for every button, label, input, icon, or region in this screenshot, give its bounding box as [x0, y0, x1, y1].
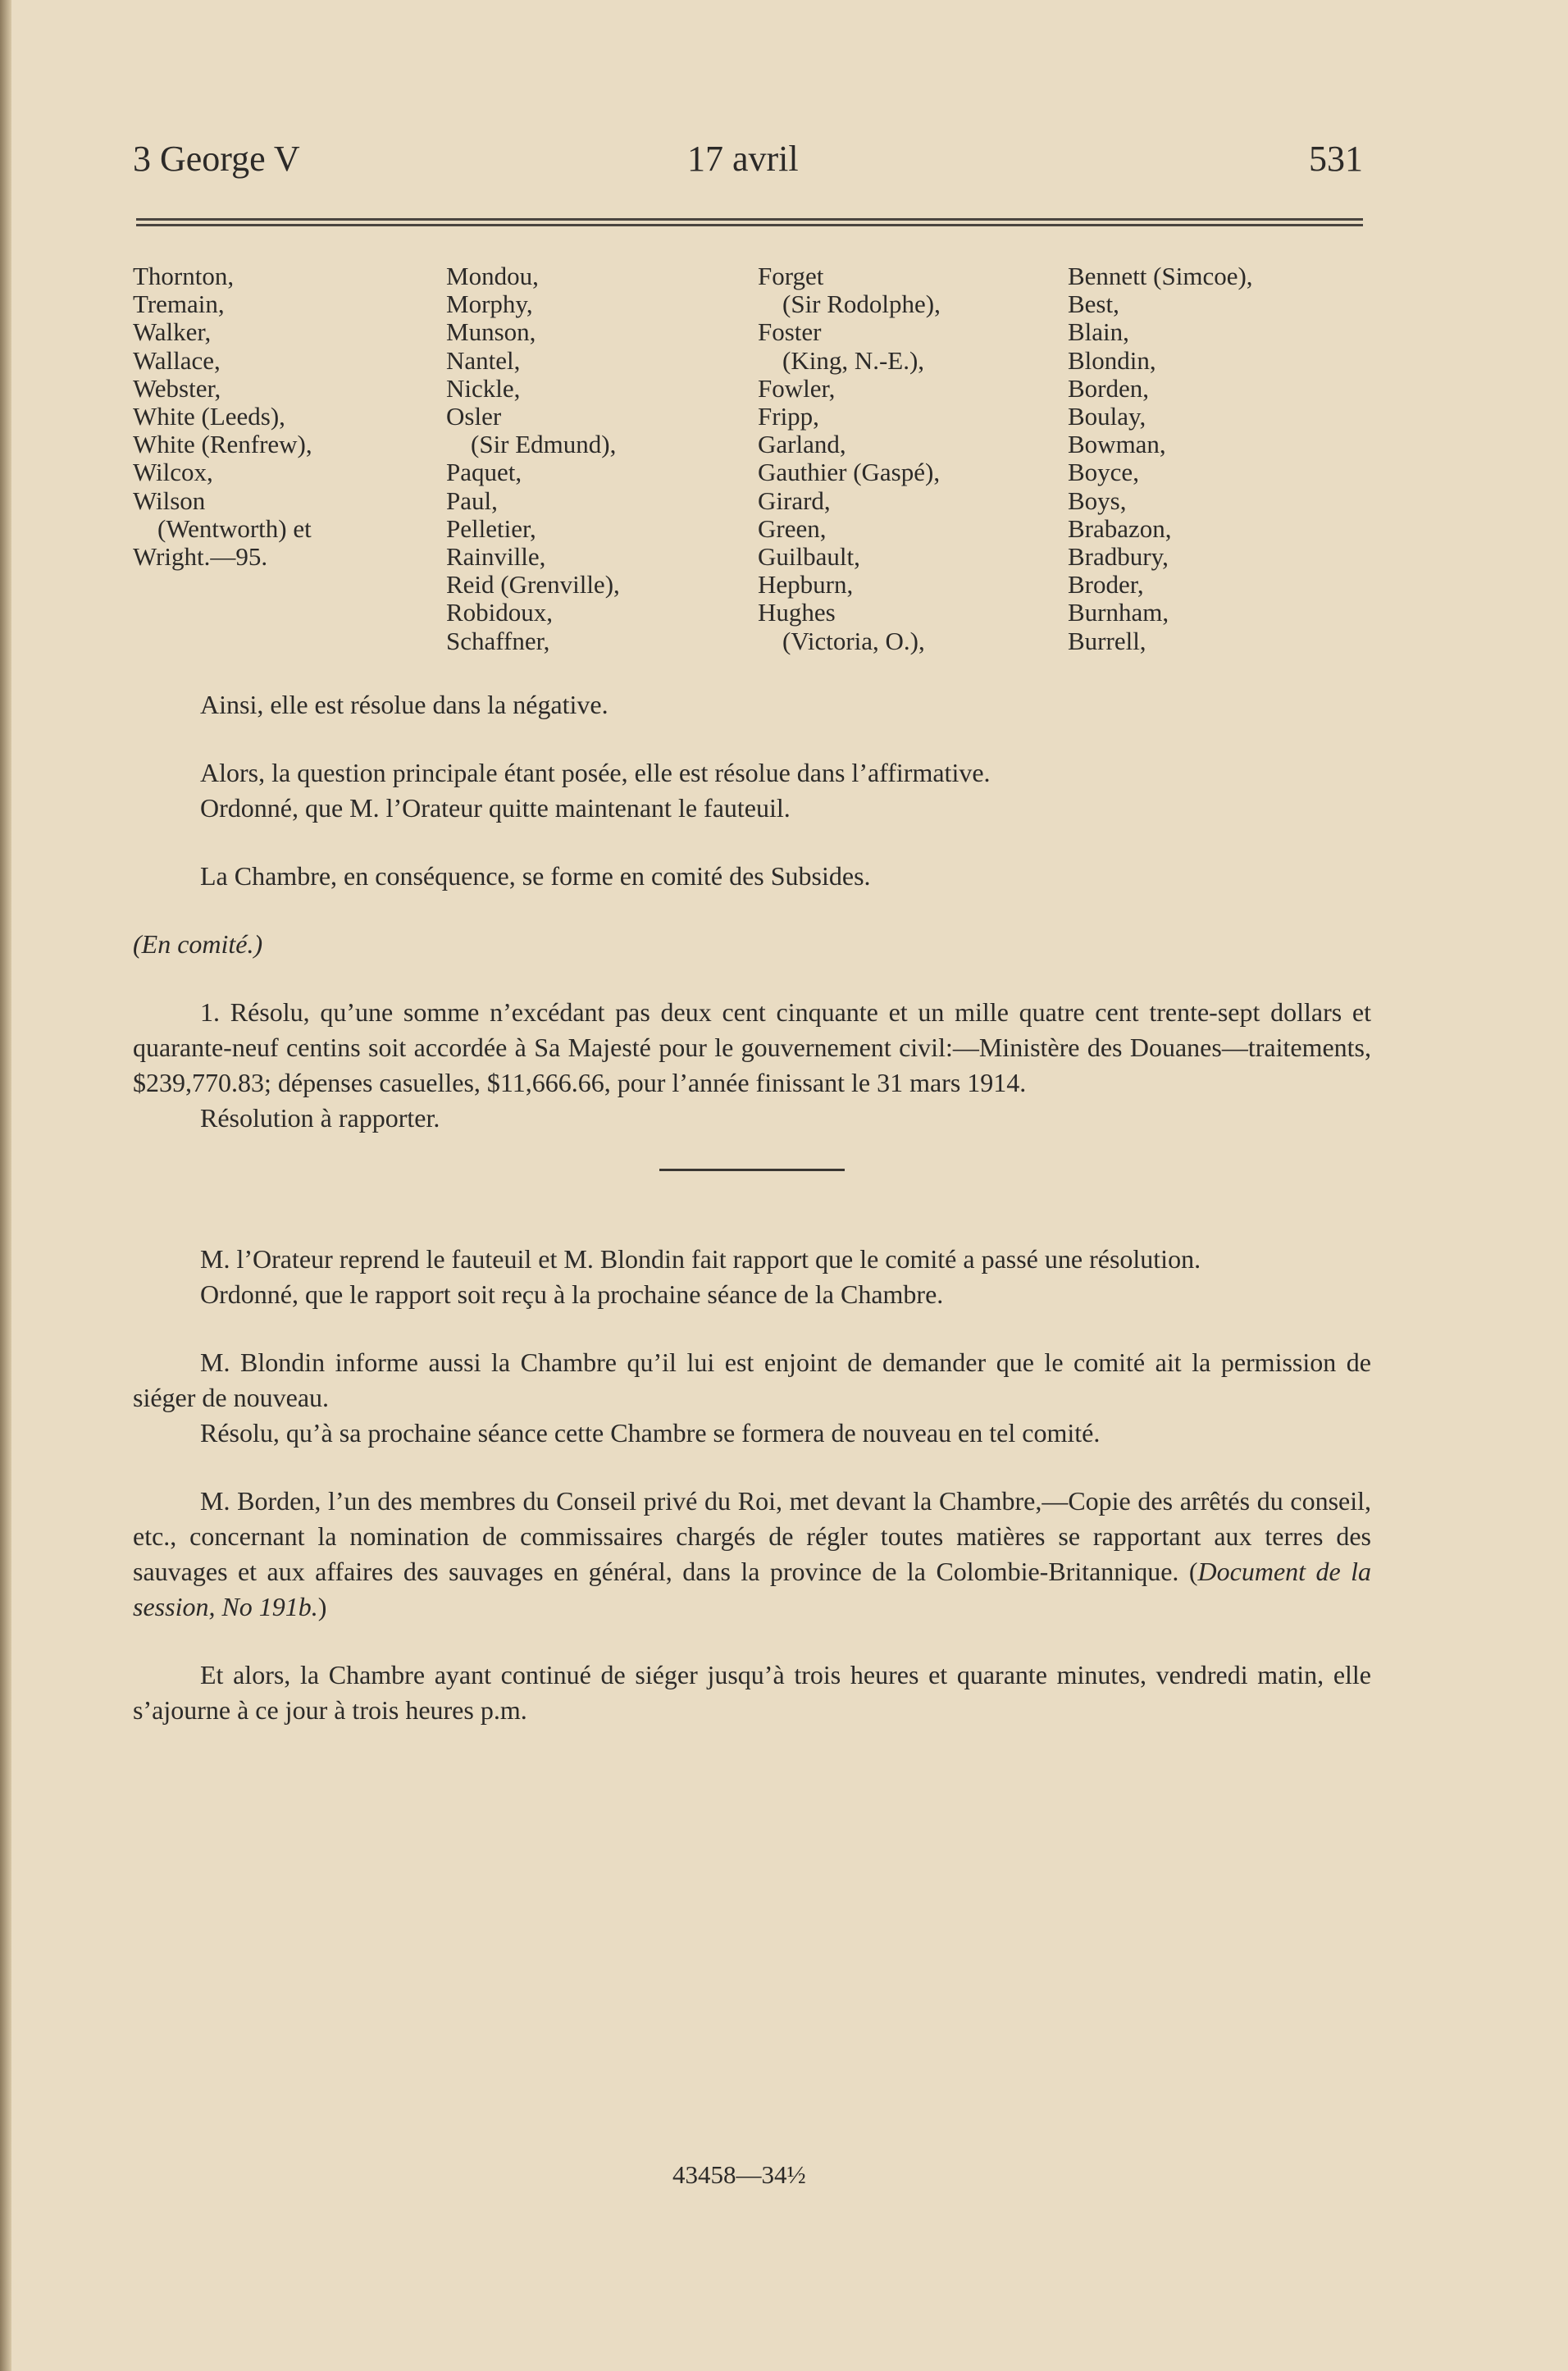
paragraph-resolution-1: 1. Résolu, qu’une somme n’excédant pas deux cent cinquante et un mille quatre cent trente-sept dollars et quarante-neuf centins soit accordée à Sa Majesté pour le gouvernement civil:—Ministère des Douanes—traitements, $239,770.83; dépenses casuelles, $11,666.66, pour l’année finissant le 31 mars 1914.: [133, 997, 1371, 1097]
name-entry: Best,: [1068, 290, 1119, 319]
paragraph-adjournment: Et alors, la Chambre ayant continué de siéger jusqu’à trois heures et quarante minutes, vendredi matin, elle s’ajourne à ce jour à trois heures p.m.: [133, 1660, 1371, 1725]
name-entry: Brabazon,: [1068, 513, 1172, 543]
name-entry: (Victoria, O.),: [782, 626, 925, 655]
header-regnal-year: 3 George V: [133, 139, 300, 179]
name-entry: Pelletier,: [446, 513, 536, 543]
name-entry: Tremain,: [133, 290, 225, 319]
name-entry: Bowman,: [1068, 430, 1166, 459]
name-entry: Bradbury,: [1068, 542, 1169, 572]
paragraph-order-report: Ordonné, que le rapport soit reçu à la prochaine séance de la Chambre.: [200, 1279, 944, 1309]
name-entry: (Wentworth) et: [157, 513, 312, 543]
name-entry: (Sir Rodolphe),: [782, 290, 941, 319]
name-entry: Nantel,: [446, 345, 521, 375]
name-entry: Hepburn,: [758, 570, 854, 600]
name-entry: Wright.—95.: [133, 542, 268, 572]
name-entry: Blondin,: [1068, 345, 1156, 375]
name-entry: Robidoux,: [446, 598, 554, 627]
name-entry: Webster,: [133, 373, 221, 403]
names-column-2: [446, 262, 620, 655]
name-entry: (King, N.-E.),: [782, 345, 925, 375]
name-entry: Fripp,: [758, 402, 819, 431]
name-entry: Wilcox,: [133, 458, 213, 487]
body-text: [133, 687, 1371, 1728]
paragraph-borden-document: [133, 1484, 1371, 1625]
name-entry: Thornton,: [133, 262, 235, 290]
paragraph-blondin-request: M. Blondin informe aussi la Chambre qu’il lui est enjoint de demander que le comité ait la permission de siéger de nouveau.: [133, 1347, 1371, 1412]
name-entry: White (Renfrew),: [133, 430, 312, 459]
name-entry: Wallace,: [133, 345, 221, 375]
name-entry: Girard,: [758, 486, 831, 515]
name-entry: Green,: [758, 513, 827, 543]
name-entry: Rainville,: [446, 542, 546, 572]
name-entry: Boyce,: [1068, 458, 1139, 487]
name-entry: Burnham,: [1068, 598, 1169, 627]
name-entry: Nickle,: [446, 373, 521, 403]
name-entry: Fowler,: [758, 373, 836, 403]
name-entry: Gauthier (Gaspé),: [758, 458, 941, 487]
page-header: [133, 138, 1363, 187]
name-entry: Forget: [758, 262, 824, 290]
names-column-3: [758, 262, 941, 655]
closing-paren: ): [317, 1592, 327, 1621]
name-entry: Hughes: [758, 598, 836, 627]
name-entry: Reid (Grenville),: [446, 570, 620, 600]
name-entry: Morphy,: [446, 290, 533, 319]
vote-names-list: [0, 262, 1568, 673]
section-separator: [659, 1169, 845, 1171]
name-entry: Borden,: [1068, 373, 1150, 403]
paragraph-report-resolution: Résolution à rapporter.: [200, 1103, 440, 1133]
paragraph-resolved-committee: Résolu, qu’à sa prochaine séance cette Chambre se formera de nouveau en tel comité.: [200, 1418, 1101, 1448]
paragraph-chair-resumed: M. l’Orateur reprend le fauteuil et M. Blondin fait rapport que le comité a passé une résolution.: [200, 1244, 1201, 1274]
paragraph-negative: Ainsi, elle est résolue dans la négative.: [200, 690, 609, 719]
name-entry: Schaffner,: [446, 626, 550, 655]
name-entry: Paul,: [446, 486, 498, 515]
name-entry: Paquet,: [446, 458, 522, 487]
name-entry: White (Leeds),: [133, 402, 285, 431]
paragraph-order-chair: Ordonné, que M. l’Orateur quitte maintenant le fauteuil.: [200, 793, 791, 823]
name-entry: Mondou,: [446, 262, 539, 290]
header-double-rule: [136, 218, 1363, 226]
name-entry: Foster: [758, 317, 822, 347]
name-entry: Boulay,: [1068, 402, 1146, 431]
name-entry: Walker,: [133, 317, 212, 347]
paragraph-committee: La Chambre, en conséquence, se forme en comité des Subsides.: [200, 861, 871, 891]
names-column-4: [1068, 262, 1253, 655]
name-entry: Blain,: [1068, 317, 1129, 347]
name-entry: Munson,: [446, 317, 536, 347]
printer-signature: 43458—34½: [672, 2160, 806, 2189]
page-number: 531: [1309, 139, 1363, 179]
name-entry: Garland,: [758, 430, 846, 459]
name-entry: Broder,: [1068, 570, 1144, 600]
name-entry: Guilbault,: [758, 542, 860, 572]
borden-text: M. Borden, l’un des membres du Conseil privé du Roi, met devant la Chambre,—Copie des arrêtés du conseil, etc., concernant la nomination de commissaires chargés de régler toutes matières se rapportant aux terres des sauvages et aux affaires des sauvages en général, dans la province de la Colombie-Britannique. (: [133, 1486, 1371, 1586]
name-entry: Wilson: [133, 486, 206, 515]
name-entry: Bennett (Simcoe),: [1068, 262, 1253, 290]
names-column-1: [133, 262, 312, 571]
header-date: 17 avril: [687, 139, 799, 179]
name-entry: Burrell,: [1068, 626, 1146, 655]
paragraph-affirmative: Alors, la question principale étant posée, elle est résolue dans l’affirmative.: [200, 758, 991, 787]
in-committee-heading: (En comité.): [133, 929, 263, 959]
name-entry: Boys,: [1068, 486, 1127, 515]
session-document-reference: Document de la session, No 191b.: [133, 1557, 1372, 1621]
name-entry: Osler: [446, 402, 502, 431]
name-entry: (Sir Edmund),: [471, 430, 617, 459]
